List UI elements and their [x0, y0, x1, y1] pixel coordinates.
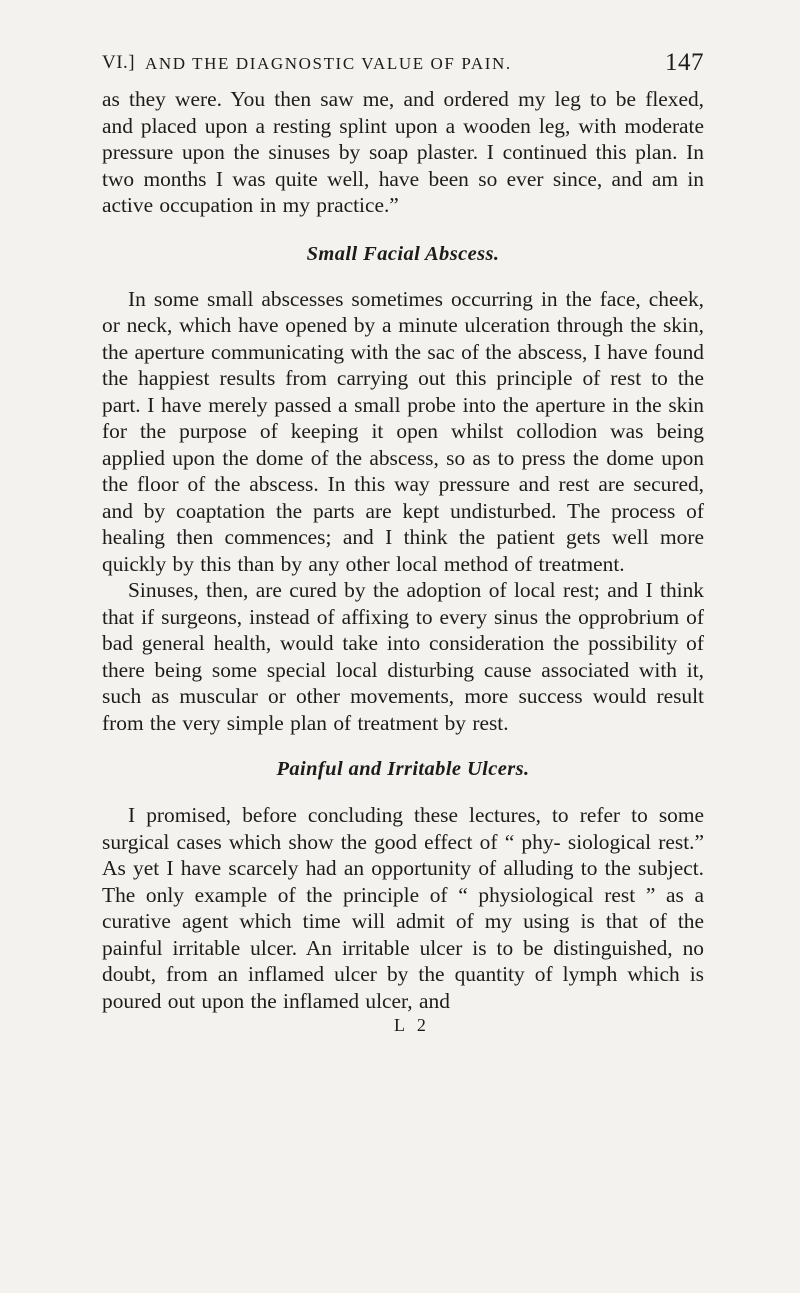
- paragraph-continuation: as they were. You then saw me, and ordered my leg to be flexed, and placed upon a resting splint upon a wooden leg, with moderate pressure upon the sinuses by soap plaster. I continued this plan. In two months I was quite well, have been so ever since, and am in active occupation in my practice.”: [102, 87, 704, 217]
- section-heading-irritable-ulcers: Painful and Irritable Ulcers.: [276, 758, 530, 780]
- signature-mark: L 2: [394, 1015, 430, 1035]
- section-heading-facial-abscess: Small Facial Abscess.: [306, 242, 500, 265]
- paragraph-sinuses: Sinuses, then, are cured by the adoption of local rest; and I think that if surgeons, instead of affixing to every sinus the opprobrium of bad general health, would take into consideration the possibility of there being some special local disturbing cause associated with it, such as muscular or other movements, more success would result from the very simple plan of treatment by rest.: [102, 578, 704, 735]
- paragraph-irritable-ulcers: I promised, before concluding these lectures, to refer to some surgical cases which show the good effect of “ phy- siological rest.” As yet I have scarcely had an opportunity of alluding to the subject. The only example of the principle of “ physiological rest ” as a curative agent which time will admit of my using is that of the painful irritable ulcer. An irritable ulcer is to be distinguished, no doubt, from an inflamed ulcer by the quantity of lymph which is poured out upon the inflamed ulcer, and: [102, 803, 704, 1013]
- paragraph-facial-abscess: In some small abscesses sometimes occurring in the face, cheek, or neck, which have opened by a minute ulceration through the skin, the aperture communicating with the sac of the abscess, I have found the happiest results from carrying out this principle of rest to the part. I have merely passed a small probe into the aperture in the skin for the purpose of keeping it open whilst collodion was being applied upon the dome of the abscess, so as to press the dome upon the floor of the abscess. In this way pressure and rest are secured, and by coaptation the parts are kept undisturbed. The process of healing then commences; and I think the patient gets well more quickly by this than by any other local method of treatment.: [102, 286, 704, 576]
- running-head: [102, 49, 704, 86]
- book-page: [102, 49, 704, 1036]
- page-number: 147: [665, 49, 704, 76]
- chapter-marker: VI.]: [102, 52, 136, 73]
- running-title: AND THE DIAGNOSTIC VALUE OF PAIN.: [145, 54, 512, 73]
